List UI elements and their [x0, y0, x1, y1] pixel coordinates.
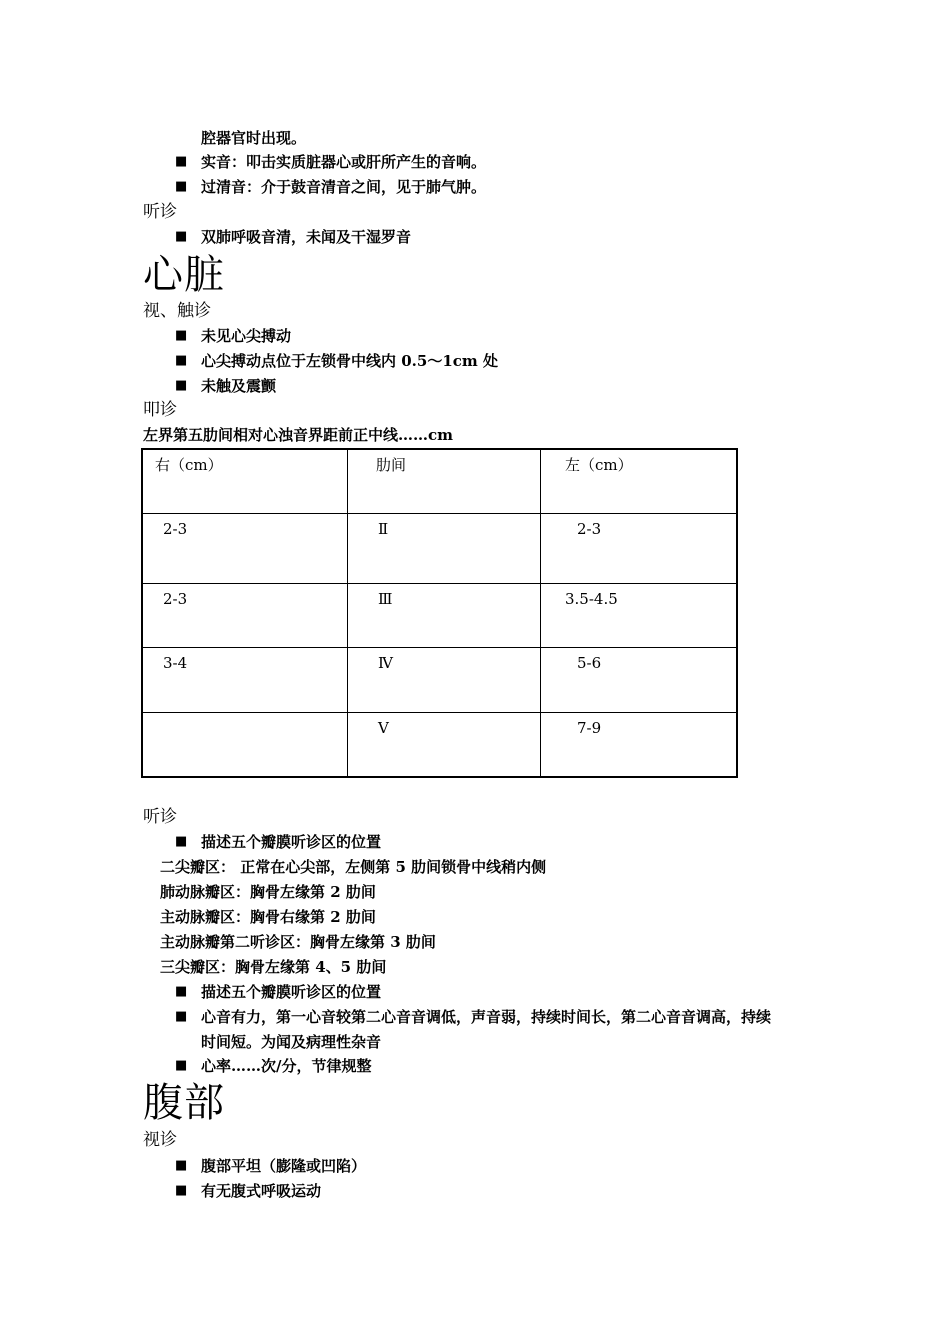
table-cell: 2-3: [142, 514, 348, 583]
bullet-icon: [175, 227, 187, 239]
list-item: 描述五个瓣膜听诊区的位置: [201, 983, 382, 1001]
text-line: 主动脉瓣区：胸骨右缘第 2 肋间: [160, 908, 376, 926]
bullet-icon: [175, 1007, 187, 1019]
bullet-icon: [175, 351, 187, 363]
text-line: 肺动脉瓣区：胸骨左缘第 2 肋间: [160, 883, 376, 901]
section-heading: 叩诊: [143, 400, 177, 420]
bullet-icon: [175, 1181, 187, 1193]
bullet-icon: [175, 982, 187, 994]
text-line: 三尖瓣区：胸骨左缘第 4、5 肋间: [160, 958, 387, 976]
table-row: [142, 648, 737, 712]
list-item: 心音有力，第一心音较第二心音音调低，声音弱，持续时间长，第二心音音调高，持续: [201, 1008, 772, 1026]
bullet-icon: [175, 152, 187, 164]
text-line: 腔器官时出现。: [201, 129, 307, 147]
list-item: 有无腹式呼吸运动: [201, 1182, 322, 1200]
list-item: 实音：叩击实质脏器心或肝所产生的音响。: [201, 153, 487, 171]
table-cell: 5-6: [541, 648, 738, 712]
table-cell: Ⅲ: [348, 583, 541, 647]
list-item: 心率……次/分，节律规整: [201, 1057, 372, 1075]
table-cell: 3.5-4.5: [541, 583, 738, 647]
table-row: [142, 514, 737, 583]
bullet-icon: [175, 177, 187, 189]
table-cell: Ⅳ: [348, 648, 541, 712]
text-line: 主动脉瓣第二听诊区：胸骨左缘第 3 肋间: [160, 933, 436, 951]
list-item: 过清音：介于鼓音清音之间，见于肺气肿。: [201, 178, 487, 196]
bullet-icon: [175, 1156, 187, 1168]
list-item: 未见心尖搏动: [201, 327, 292, 345]
table-header-row: [142, 449, 737, 514]
table-row: [142, 712, 737, 777]
table-cell: 2-3: [142, 583, 348, 647]
list-item: 描述五个瓣膜听诊区的位置: [201, 833, 382, 851]
table-cell: Ⅴ: [348, 712, 541, 777]
section-heading: 视、触诊: [143, 301, 211, 321]
bullet-icon: [175, 326, 187, 338]
table-cell: 3-4: [142, 648, 348, 712]
table-header-cell: 肋间: [348, 449, 541, 514]
table-cell: [142, 712, 348, 777]
section-heading: 听诊: [143, 202, 177, 222]
list-item: 腹部平坦（膨隆或凹陷）: [201, 1157, 367, 1175]
list-item: 双肺呼吸音清，未闻及干湿罗音: [201, 228, 412, 246]
table-cell: Ⅱ: [348, 514, 541, 583]
table-header-cell: 右（cm）: [142, 449, 348, 514]
bullet-icon: [175, 376, 187, 388]
list-item: 未触及震颤: [201, 377, 277, 395]
list-item-continuation: 时间短。为闻及病理性杂音: [201, 1033, 382, 1051]
section-heading: 视诊: [143, 1130, 177, 1150]
table-cell: 7-9: [541, 712, 738, 777]
section-heading: 听诊: [143, 807, 177, 827]
table-row: [142, 583, 737, 647]
chapter-heading: 腹部: [143, 1080, 225, 1126]
list-item: 心尖搏动点位于左锁骨中线内 0.5～1cm 处: [201, 352, 498, 370]
chapter-heading: 心脏: [143, 252, 225, 298]
text-line: 左界第五肋间相对心浊音界距前正中线……cm: [143, 426, 454, 444]
cardiac-dullness-table: [141, 448, 738, 778]
bullet-icon: [175, 1056, 187, 1068]
table-header-cell: 左（cm）: [541, 449, 738, 514]
text-line: 二尖瓣区： 正常在心尖部，左侧第 5 肋间锁骨中线稍内侧: [160, 858, 547, 876]
table-cell: 2-3: [541, 514, 738, 583]
bullet-icon: [175, 832, 187, 844]
